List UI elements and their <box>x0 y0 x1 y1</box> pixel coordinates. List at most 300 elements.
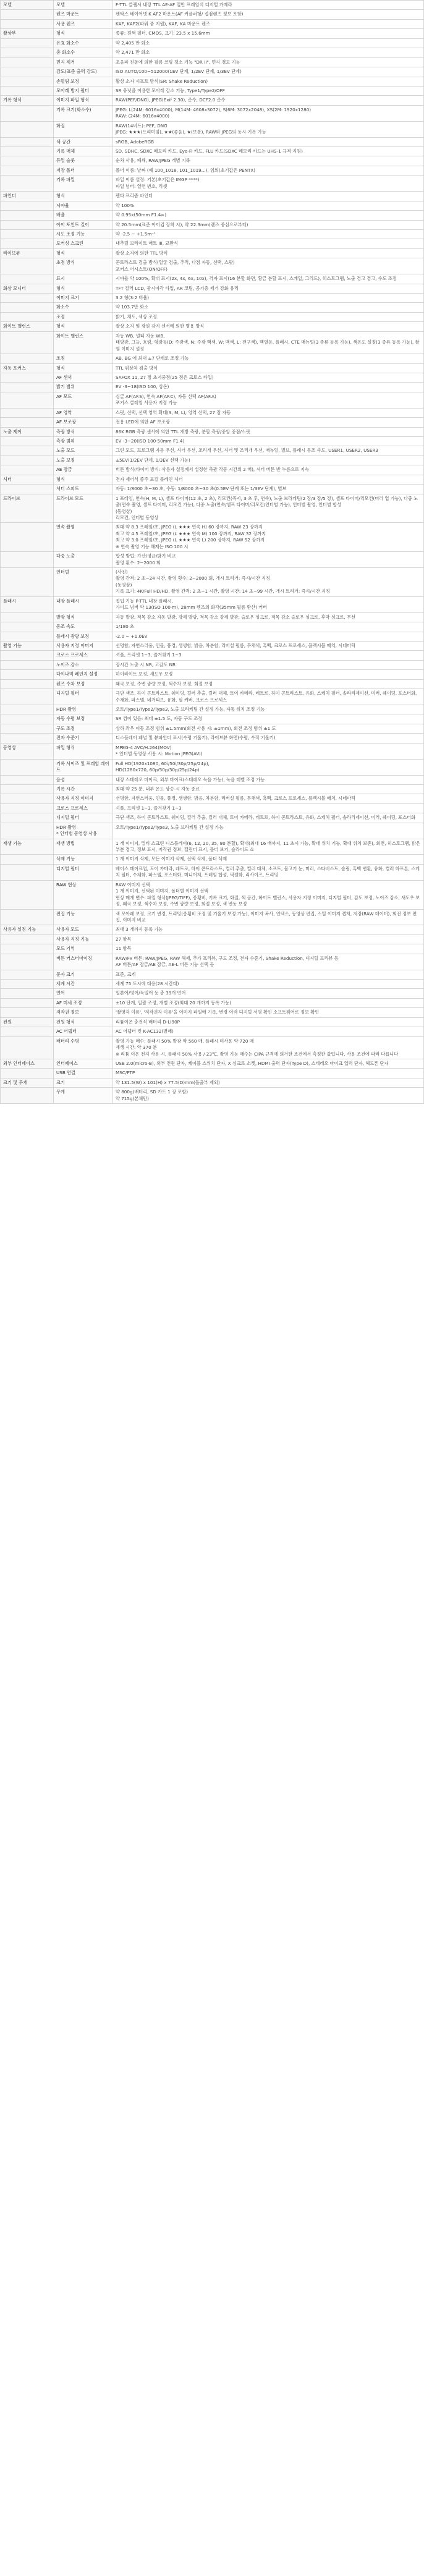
spec-category <box>1 632 54 641</box>
spec-item: 편집 기능 <box>54 909 113 925</box>
spec-value: -2.0 ~ +1.0EV <box>113 632 424 641</box>
spec-category <box>1 970 54 979</box>
spec-category: 촬상부 <box>1 29 54 38</box>
spec-value: 펜탁스 베이어넷 K AF2 마운트(AF 커플러형/ 접점렌즈 정보 포함) <box>113 10 424 19</box>
spec-item: 버튼 커스터마이징 <box>54 954 113 970</box>
spec-row <box>1 446 424 455</box>
spec-value: 86K RGB 측광 센서에 의한 TTL 개방 측광, 분할 측광/중앙 중점/스팟 <box>113 427 424 436</box>
spec-category <box>1 864 54 880</box>
spec-value: 1/180 초 <box>113 622 424 632</box>
spec-row <box>1 944 424 954</box>
spec-value: F-TTL 클램시 내장 TTL AE-AF 일안 프레임식 디지털 카메라 <box>113 1 424 10</box>
spec-category <box>1 622 54 632</box>
spec-row <box>1 192 424 201</box>
spec-item: AC 어댑터 <box>54 1027 113 1036</box>
spec-item: 자동 수평 보정 <box>54 714 113 724</box>
spec-value: 촬영 가능 매수: 플래시 50% 발광 약 560 매, 플래시 미사용 약 720 매 재생 시간: 약 370 분 ※ 리튬 이온 전지 사용 시, 플래시 50% 사용 / 23℃, 촬영 가능 매수는 CIPA 규격에 의거한 조건에서 측정한 값입니다. 사용 조건에 따라 다릅니다 <box>113 1036 424 1059</box>
spec-row <box>1 201 424 210</box>
spec-item: RAW 현상 <box>54 880 113 909</box>
spec-item: 저작권 정보 <box>54 1008 113 1017</box>
spec-category <box>1 980 54 989</box>
spec-category <box>1 48 54 57</box>
spec-value: 자동 발광, 적목 감소 자동 발광, 강제 발광, 적목 감소 강제 발광, 슬로우 싱크로, 적목 감소 슬로우 싱크로, 후막 싱크로, 무선 <box>113 612 424 622</box>
spec-value: 그린 모드, 프로그램 자동 우선, 셔터 우선, 조리개 우선, 셔터 및 조리개 우선, 매뉴얼, 벌브, 플래시 동조 속도, USER1, USER2, USER3 <box>113 446 424 455</box>
spec-row <box>1 465 424 475</box>
spec-value: 합성 방법: 가산/평균/밝기 비교 촬영 횟수: 2~2000 회 <box>113 552 424 568</box>
spec-row <box>1 679 424 688</box>
spec-category <box>1 408 54 417</box>
spec-item: 렌즈 수차 보정 <box>54 679 113 688</box>
spec-row <box>1 77 424 86</box>
spec-row <box>1 1017 424 1027</box>
spec-item: 초점 방식 <box>54 258 113 274</box>
spec-category <box>1 823 54 839</box>
spec-value: RAW/Fx 버튼: RAW/JPEG, RAW 해제, 추가 프리뷰, 구도 조정, 전자 수준기, Shake Reduction, 디지털 프리뷰 등 AF 버튼/AF 잠금/AE 잠금, AE-L 버튼 기능 선택 등 <box>113 954 424 970</box>
spec-category: 화상 모니터 <box>1 284 54 293</box>
spec-category <box>1 612 54 622</box>
spec-value: MSC/PTP <box>113 1069 424 1078</box>
spec-item: 아이 포인트 길이 <box>54 220 113 229</box>
spec-value: TFT 컬러 LCD, 광시야각 타입, AR 코팅, 공기층 제거 강화 유리 <box>113 284 424 293</box>
spec-item: 배터리 수명 <box>54 1036 113 1059</box>
spec-row <box>1 568 424 597</box>
spec-category <box>1 383 54 392</box>
spec-category <box>1 954 54 970</box>
spec-value: 3.2 형(3:2 비율) <box>113 294 424 303</box>
spec-item: 사용자 지정 이미지 <box>54 641 113 650</box>
spec-value: 27 항목 <box>113 934 424 944</box>
spec-row <box>1 1008 424 1017</box>
spec-value: 오토/Type1/Type2/Type3, 노출 브라케팅 간 설정 가능 <box>113 823 424 839</box>
spec-row <box>1 57 424 67</box>
spec-row <box>1 1069 424 1078</box>
spec-value: RAW(PEF/DNG), JPEG(Exif 2.30), 준수, DCF2.0 준수 <box>113 96 424 105</box>
spec-row <box>1 105 424 121</box>
spec-value: 약 20.5mm(표준 아이컵 장착 시), 약 22.3mm(렌즈 중심으로부터) <box>113 220 424 229</box>
spec-category <box>1 10 54 19</box>
spec-row <box>1 220 424 229</box>
spec-category <box>1 794 54 803</box>
spec-row <box>1 494 424 523</box>
spec-row <box>1 331 424 354</box>
spec-item: 전자 수준기 <box>54 734 113 743</box>
spec-category: 자동 포커스 <box>1 363 54 373</box>
spec-value: 최대 약 8.3 프레임/초, JPEG (L ★★★ 연속 H) 60 장까지, RAW 23 장까지 최고 약 4.5 프레임/초, JPEG (L ★★★ 연속 M) 100 장까지, RAW 32 장까지 최고 약 3.0 프레임/초, JPEG (L ★★★ 연속 L) 200 장까지, RAW 52 장까지 ※ 연속 촬영 기능 해제는 ISO 100 시 <box>113 523 424 552</box>
spec-item: 사용자 지정 이미지 <box>54 794 113 803</box>
spec-category: 전원 <box>1 1017 54 1027</box>
spec-category: 기록 형식 <box>1 96 54 105</box>
spec-row <box>1 823 424 839</box>
spec-item: 발광 형식 <box>54 612 113 622</box>
spec-value: 선명함, 자연스러움, 인물, 풍경, 생생함, 밝음, 차분함, 리버설 필름, 무채색, 흑백, 크로스 프로세스, 플렉시블 매치, 시네마틱 <box>113 641 424 650</box>
spec-category <box>1 989 54 998</box>
spec-row <box>1 38 424 48</box>
spec-item: 모델 <box>54 1 113 10</box>
spec-row <box>1 925 424 934</box>
spec-category <box>1 734 54 743</box>
spec-item: 형식 <box>54 248 113 258</box>
spec-category <box>1 934 54 944</box>
spec-row <box>1 1088 424 1104</box>
spec-item: 전원 형식 <box>54 1017 113 1027</box>
spec-value: EV -3~20(ISO 100·50mm F1.4) <box>113 437 424 446</box>
spec-value: 상하 좌우 이동 조정 범위 ±1.5mm(회전 사용 시: ±1mm), 회전 조정 범위 ±1 도 <box>113 724 424 733</box>
spec-item: 셔터 스피드 <box>54 485 113 494</box>
spec-item: 형식 <box>54 284 113 293</box>
spec-value: '촬영자 이름', '저작권자 이름'을 이미지 파일에 기록, 변경 이력 디지털 서명 확인 소프트웨어로 정보 확인 <box>113 1008 424 1017</box>
spec-category <box>1 57 54 67</box>
spec-category <box>1 137 54 146</box>
spec-item: 드라이브 모드 <box>54 494 113 523</box>
spec-row <box>1 641 424 650</box>
spec-category <box>1 689 54 705</box>
spec-value: 베이스 메이크업, 토이 카메라, 레트로, 하이 콘트라스트, 컬러 추출, 컬러 대체, 소프트, 물고기 눈, 미러, 스타버스트, 슬림, 흑백 변환, 유화, 컬러 하프톤, 스케치 필터, 수채화, 파스텔, 포스터화, 미니어처, 프레임 합성, 픽셀화, 리사이즈, 트리밍 <box>113 864 424 880</box>
spec-category <box>1 909 54 925</box>
spec-value: SR 켬이 있음: 최대 ±1.5 도, 자동 구도 조정 <box>113 714 424 724</box>
spec-item: AF 센서 <box>54 373 113 382</box>
spec-row <box>1 303 424 312</box>
spec-value: 촬상 소자 및 광원 감지 센서에 의한 병용 방식 <box>113 322 424 331</box>
spec-item: 음성 <box>54 775 113 784</box>
spec-value: MPEG-4 AVC/H.264(MOV) * 인터벌 동영상 사용 시: Motion JPEG(AVI) <box>113 743 424 759</box>
spec-category <box>1 437 54 446</box>
spec-row <box>1 989 424 998</box>
spec-item: 형식 <box>54 475 113 484</box>
spec-category <box>1 552 54 568</box>
spec-item: AF 영역 <box>54 408 113 417</box>
spec-row <box>1 880 424 909</box>
spec-category <box>1 485 54 494</box>
spec-item: 다중 노출 <box>54 552 113 568</box>
spec-category <box>1 211 54 220</box>
spec-item: 무게 <box>54 1088 113 1104</box>
spec-row <box>1 156 424 166</box>
spec-item: 언어 <box>54 989 113 998</box>
spec-row <box>1 86 424 95</box>
spec-item: 내장 플래시 <box>54 596 113 612</box>
spec-category <box>1 274 54 284</box>
spec-item: 조정 <box>54 312 113 321</box>
spec-category <box>1 568 54 597</box>
spec-category: 크기 및 무게 <box>1 1078 54 1087</box>
spec-category <box>1 1008 54 1017</box>
spec-value: 폴더 이름: 날짜 (예 100_1018, 101_1019...), 임의(초기값은 PENTX) <box>113 166 424 175</box>
spec-value: 오토/Type1/Type2/Type3, 노출 브라케팅 간 설정 가능, 자동 위치 조정 기능 <box>113 705 424 714</box>
spec-item: 색 공간 <box>54 137 113 146</box>
spec-value: 약 100% <box>113 201 424 210</box>
spec-row <box>1 864 424 880</box>
spec-value: 디스플레이 패널 및 뷰파인더 표시(수평 기울기), 라이브뷰 화면(수평, 수직 기울기) <box>113 734 424 743</box>
spec-row <box>1 294 424 303</box>
spec-value: 초음파 진동에 의한 필름 코팅 청소 기능 "DR II", 먼지 경보 기능 <box>113 57 424 67</box>
spec-row <box>1 229 424 239</box>
spec-value: 최대 3 개까지 등록 가능 <box>113 925 424 934</box>
spec-value: 1 개 이미지, 멀티 스크린 디스플레이(6, 12, 20, 35, 80 분할), 확대(최대 16 배까지, 11 초시 가능, 확대 위치 기능, 확대 위치 보존), 회전, 히스토그램, 밝은 부분 경고, 정보 표시, 저작권 정보, 캘린더 표시, 폴더 보기, 슬라이드 쇼 <box>113 839 424 855</box>
spec-category: 셔터 <box>1 475 54 484</box>
spec-category <box>1 373 54 382</box>
spec-value: SAFOX 11, 27 점 초지중점(25 점은 크로스 타입) <box>113 373 424 382</box>
spec-value: 표준, 크게 <box>113 970 424 979</box>
spec-category <box>1 855 54 864</box>
spec-row <box>1 596 424 612</box>
spec-item: 이미지 파일 형식 <box>54 96 113 105</box>
spec-value: 내추럴 브라이트 매트 III, 교환식 <box>113 239 424 248</box>
spec-item: 문자 크기 <box>54 970 113 979</box>
spec-row <box>1 363 424 373</box>
spec-value: 일본어/영어/독일어 등 총 39개 언어 <box>113 989 424 998</box>
spec-row <box>1 552 424 568</box>
spec-row <box>1 354 424 363</box>
spec-item: 화소수 <box>54 303 113 312</box>
spec-item: 디지털 필터 <box>54 813 113 823</box>
spec-value: 장시간 노출 시 NR, 고감도 NR <box>113 660 424 669</box>
spec-item: 기록 시간 <box>54 784 113 794</box>
spec-category <box>1 294 54 303</box>
spec-row <box>1 660 424 669</box>
spec-value: 약 2,471 만 화소 <box>113 48 424 57</box>
spec-category <box>1 354 54 363</box>
spec-value: 색 모아레 보정, 크기 변경, 트리밍(종횡비 조정 및 기울기 보정 가능), 이미지 복사, 인덱스, 동영상 편집, 스틸 이미지 캡처, 저장(RAW 데이터), 회전 정보 편집, 이미지 비교 <box>113 909 424 925</box>
spec-row <box>1 10 424 19</box>
spec-category <box>1 156 54 166</box>
spec-category <box>1 784 54 794</box>
spec-row <box>1 1036 424 1059</box>
spec-category <box>1 229 54 239</box>
spec-row <box>1 284 424 293</box>
spec-value: 최대 약 25 분, 내부 온도 상승 시 자동 종료 <box>113 784 424 794</box>
spec-category: 파인더 <box>1 192 54 201</box>
spec-value: RAW 이미지 선택 1 개 이미지, 선택된 이미지, 폴더별 이미지 선택 현상 매개 변수: 파일 형식(JPEG/TIFF), 종횡비, 기록 크기, 화질, 색 공간, 화이트 밸런스, 사용자 지정 이미지, 디지털 필터, 감도 보정, 노이즈 감소, 섀도우 보정, 왜곡 보정, 색수차 보정, 주변 광량 보정, 회절 보정, 색 변동 보정 <box>113 880 424 909</box>
spec-item: 노출 모드 <box>54 446 113 455</box>
spec-category <box>1 201 54 210</box>
spec-row <box>1 970 424 979</box>
spec-value: sRGB, AdobeRGB <box>113 137 424 146</box>
spec-row <box>1 121 424 137</box>
spec-item: 시야율 <box>54 201 113 210</box>
spec-item: 화이트 밸런스 <box>54 331 113 354</box>
spec-item: HDR 촬영 <box>54 705 113 714</box>
spec-value: RAW(14비트): PEF, DNG JPEG: ★★★(프리미엄), ★★(좋음), ★(보통), RAW와 JPEG의 동시 기록 가능 <box>113 121 424 137</box>
spec-category <box>1 303 54 312</box>
spec-value: 파일 이름 설정: 기본(초기값은 IMGP ****) 파일 넘버: 일련 번호, 리셋 <box>113 176 424 192</box>
spec-item: AF 미세 조정 <box>54 998 113 1007</box>
spec-category: 사용자 설정 기능 <box>1 925 54 934</box>
spec-row <box>1 437 424 446</box>
spec-item: 유효 화소수 <box>54 38 113 48</box>
spec-row <box>1 934 424 944</box>
spec-row <box>1 248 424 258</box>
spec-item: 삭제 기능 <box>54 855 113 864</box>
spec-value: 자동 WB, 멀티 자동 WB, 태양광, 그늘, 흐림, 형광등(D: 주광색, N: 주광 백색, W: 백색, L: 전구색), 백열등, 플래시, CTE 매뉴얼(3 종류 등록 가능), 색온도 설정(3 종류 등록 가능), 촬영 이미지 설정 <box>113 331 424 354</box>
spec-item: 기록 파일 <box>54 176 113 192</box>
spec-value: 1 개 이미지 삭제, 모든 이미지 삭제, 선택 삭제, 폴더 삭제 <box>113 855 424 864</box>
spec-row <box>1 813 424 823</box>
spec-value: 왜곡 보정, 주변 광량 보정, 색수차 보정, 회절 보정 <box>113 679 424 688</box>
spec-value: 밝기, 채도, 색상 조정 <box>113 312 424 321</box>
spec-value: 선명함, 자연스러움, 인물, 풍경, 생생함, 밝음, 차분함, 리버설 필름, 무채색, 흑백, 크로스 프로세스, 플렉시블 매치, 시네마틱 <box>113 794 424 803</box>
spec-row <box>1 612 424 622</box>
spec-row <box>1 1 424 10</box>
spec-row <box>1 651 424 660</box>
spec-category <box>1 1027 54 1036</box>
spec-item: 디지털 필터 <box>54 689 113 705</box>
spec-category <box>1 998 54 1007</box>
spec-row <box>1 392 424 408</box>
spec-value: 접입 기능 P-TTL 내장 플래시, 가이드 넘버 약 13(ISO 100·m), 28mm 렌즈의 화각(35mm 필름 환산) 커버 <box>113 596 424 612</box>
spec-row <box>1 839 424 855</box>
spec-value: ±5EV(1/2EV 단계, 1/3EV 선택 가능) <box>113 455 424 465</box>
spec-table <box>0 0 424 1104</box>
spec-category <box>1 803 54 813</box>
spec-value: 내장 스테레오 마이크, 외부 마이크(스테레오 녹음 가능), 녹음 레벨 조정 가능 <box>113 775 424 784</box>
spec-item: 포커싱 스크린 <box>54 239 113 248</box>
spec-row <box>1 1027 424 1036</box>
spec-value: 콘트라스트 검출 방식(얼굴 검출, 추적, 다점 자동, 선택, 스팟) 포커스 어시스트(ON/OFF) <box>113 258 424 274</box>
spec-item: AF 보조광 <box>54 418 113 427</box>
spec-row <box>1 274 424 284</box>
spec-row <box>1 29 424 38</box>
spec-item: AF 모드 <box>54 392 113 408</box>
spec-value: 버튼 방식(타이머 방식: 사용자 설정에서 설정한 측광 작동 시간의 2 배), 셔터 버튼 반 누름으로 지속 <box>113 465 424 475</box>
spec-category <box>1 121 54 137</box>
spec-row <box>1 176 424 192</box>
spec-row <box>1 455 424 465</box>
spec-item: 세계 시간 <box>54 980 113 989</box>
spec-item: HDR 촬영 * 인터벌 동영상 사용 <box>54 823 113 839</box>
spec-category: 라이브뷰 <box>1 248 54 258</box>
spec-category <box>1 392 54 408</box>
spec-category: 화이트 밸런스 <box>1 322 54 331</box>
spec-row <box>1 312 424 321</box>
spec-category <box>1 19 54 28</box>
spec-category <box>1 705 54 714</box>
spec-row <box>1 689 424 705</box>
spec-category: 플래시 <box>1 596 54 612</box>
spec-category <box>1 166 54 175</box>
spec-item: 기록 사이즈 및 프레임 레이트 <box>54 759 113 775</box>
spec-category <box>1 880 54 909</box>
spec-item: 재생 방법 <box>54 839 113 855</box>
spec-value: AC 어댑터 킷 K-AC132(별매) <box>113 1027 424 1036</box>
spec-value: 극단 색조, 하이 콘트라스트, 쉐이딩, 컬러 추출, 컬러 대체, 토이 카메라, 레트로, 하이 콘트라스트, 유화, 스케치 필터, 솔라리제이션, 미러, 쉐이딩, 포스터화 <box>113 813 424 823</box>
spec-row <box>1 775 424 784</box>
spec-category <box>1 944 54 954</box>
spec-row <box>1 96 424 105</box>
spec-item: 파일 형식 <box>54 743 113 759</box>
spec-item: 연속 촬영 <box>54 523 113 552</box>
spec-row <box>1 714 424 724</box>
spec-item: 사용 렌즈 <box>54 19 113 28</box>
spec-item: 사용자 모드 <box>54 925 113 934</box>
spec-item: 노출 보정 <box>54 455 113 465</box>
spec-row <box>1 48 424 57</box>
spec-category <box>1 724 54 733</box>
spec-item: 기록 매체 <box>54 147 113 156</box>
spec-value: 순차 사용, 폐쇄, RAW/JPEG 개별 기록 <box>113 156 424 166</box>
spec-item: 총 화소수 <box>54 48 113 57</box>
spec-row <box>1 734 424 743</box>
spec-category <box>1 77 54 86</box>
spec-category <box>1 1088 54 1104</box>
spec-value: 약 800g(배터리, SD 카드 1 장 포함) 약 715g(본체만) <box>113 1088 424 1104</box>
spec-category <box>1 446 54 455</box>
spec-category <box>1 1036 54 1059</box>
spec-value: 약 103.7만 화소 <box>113 303 424 312</box>
spec-value: ±10 단계, 일괄 조정, 개별 조정(최대 20 개까지 등록 가능) <box>113 998 424 1007</box>
spec-value: 활상 소자 시프트 방식(SR: Shake Reduction) <box>113 77 424 86</box>
spec-row <box>1 998 424 1007</box>
spec-item: 크로스 프로세스 <box>54 651 113 660</box>
spec-item: USB 연결 <box>54 1069 113 1078</box>
spec-category <box>1 312 54 321</box>
spec-item: 화질 <box>54 121 113 137</box>
spec-table-body <box>1 1 424 1104</box>
spec-row <box>1 383 424 392</box>
spec-row <box>1 759 424 775</box>
spec-value: JPEG: L(24M: 6016x4000), M(14M: 4608x3072), S(6M: 3072x2048), XS(2M: 1920x1280) RAW: (24M: 6016x4000) <box>113 105 424 121</box>
spec-row <box>1 166 424 175</box>
spec-value: 종류: 원색 필터, CMOS, 크기: 23.5 x 15.6mm <box>113 29 424 38</box>
spec-row <box>1 211 424 220</box>
spec-value: 극단 색조, 하이 콘트라스트, 쉐이딩, 컬러 추출, 컬러 대체, 토이 카메라, 레트로, 하이 콘트라스트, 유화, 스케치 필터, 솔라리제이션, 미러, 쉐이딩, 포스터화, 수채화, 파스텔, 네거티브, 유화, 필 커버, 크로스 프로세스 <box>113 689 424 705</box>
spec-value: 1 프레임, 연속(H, M, L), 셀프 타이머(12 초, 2 초), 리모컨(즉시, 3 초 후, 연속), 노출 브라케팅(2 장/3 장/5 장), 셀프 타이머/리모컨(미러 업 가능), 다중 노출(연속 촬영, 셀프 타이머, 리모컨 가능), 다중 노출(연속/셀프 타이머/리모컨/인터벌 가능), 인터벌 촬영, 인터벌 합성 (동영상) 리모컨, 인터벌 동영상 <box>113 494 424 523</box>
spec-row <box>1 784 424 794</box>
spec-row <box>1 427 424 436</box>
spec-category: 모델 <box>1 1 54 10</box>
spec-item: 밝기 범위 <box>54 383 113 392</box>
spec-value: 전용 LED에 의한 AF 보조광 <box>113 418 424 427</box>
spec-item: 형식 <box>54 322 113 331</box>
spec-item: 플래시 광량 보정 <box>54 632 113 641</box>
spec-item: 측광 범위 <box>54 437 113 446</box>
spec-item: 크기 <box>54 1078 113 1087</box>
spec-value: KAF, KAF2(파워 줌 지원), KAF, KA 마운트 렌즈 <box>113 19 424 28</box>
spec-value: 11 항목 <box>113 944 424 954</box>
spec-value: ISO AUTO/100~512000(1EV 단계, 1/2EV 단계, 1/3EV 단계) <box>113 67 424 77</box>
spec-row <box>1 1059 424 1068</box>
spec-row <box>1 475 424 484</box>
spec-item: 인터벌 <box>54 568 113 597</box>
spec-row <box>1 743 424 759</box>
spec-item: 감도(표준 출력 감도) <box>54 67 113 77</box>
spec-row <box>1 67 424 77</box>
spec-category <box>1 258 54 274</box>
spec-row <box>1 418 424 427</box>
spec-value: (사진) 촬영 간격: 2 초~24 시간, 촬영 횟수: 2~2000 회, 개시 트리거: 즉시/시간 지정 (동영상) 기록 크기: 4K/Full HD/HD, 촬영 간격: 2 초~1 시간, 촬영 시간: 14 초~99 시간, 개시 트리거: 즉시/시간 지정 <box>113 568 424 597</box>
spec-category <box>1 670 54 679</box>
spec-category <box>1 331 54 354</box>
spec-item: 크로스 프로세스 <box>54 803 113 813</box>
spec-category <box>1 239 54 248</box>
spec-value: SD, SDHC, SDXC 메모리 카드, Eye-Fi 카드, FLU 카드(SDXC 메모리 카드는 UHS-1 규격 지원) <box>113 147 424 156</box>
spec-item: 표시 <box>54 274 113 284</box>
spec-category <box>1 759 54 775</box>
spec-value: Full HD(1920x1080, 60i/50i/30p/25p/24p), HD(1280x720, 60p/50p/30p/25p/24p) <box>113 759 424 775</box>
spec-row <box>1 632 424 641</box>
spec-category: 외부 인터페이스 <box>1 1059 54 1068</box>
spec-item: 측광 방식 <box>54 427 113 436</box>
spec-item: 디지털 필터 <box>54 864 113 880</box>
spec-item: 형식 <box>54 192 113 201</box>
spec-category <box>1 660 54 669</box>
spec-row <box>1 855 424 864</box>
spec-item: 노이즈 감소 <box>54 660 113 669</box>
spec-value: EV -3~18(ISO 100, 상온) <box>113 383 424 392</box>
spec-value: 자동: 1/8000 초~30 초, 수동: 1/8000 초~30 초(0.5EV 단계 또는 1/3EV 단계), 벌브 <box>113 485 424 494</box>
spec-row <box>1 794 424 803</box>
spec-value: 약 0.95x(50mm F1.4∞) <box>113 211 424 220</box>
spec-item: 모드 기억 <box>54 944 113 954</box>
